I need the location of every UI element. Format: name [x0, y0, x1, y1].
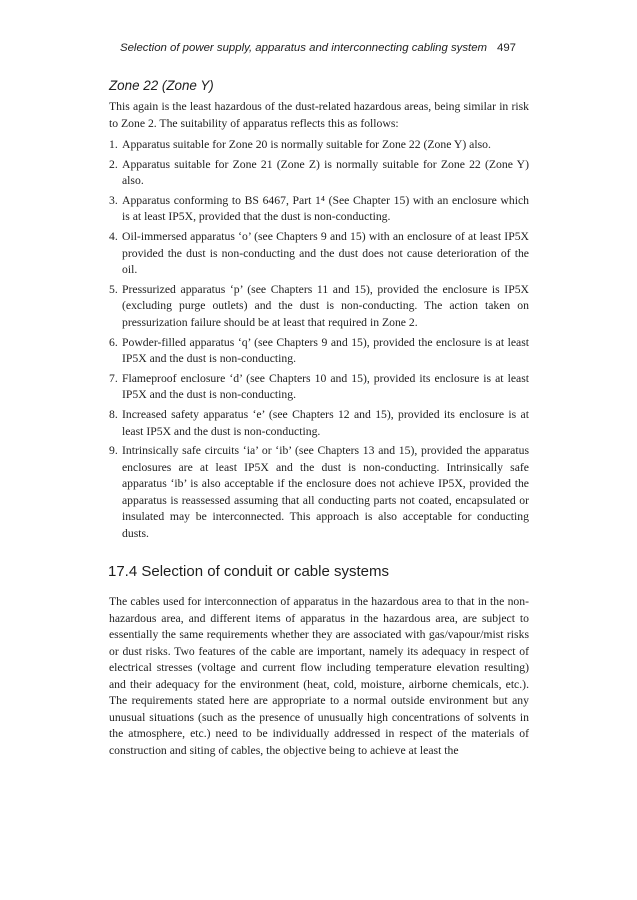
list-item-number: 9.	[109, 444, 118, 458]
list-item-number: 8.	[109, 407, 118, 421]
page-number: 497	[496, 42, 516, 54]
running-title: Selection of power supply, apparatus and interconnecting cabling system	[120, 42, 488, 54]
list-item-number: 6.	[109, 335, 118, 349]
apparatus-list	[109, 137, 529, 546]
section-heading: 17.4 Selection of conduit or cable systems	[108, 563, 389, 580]
list-item-text: Oil-immersed apparatus ‘o’ (see Chapters 9 and 15) with an enclosure of at least IP5X provided the dust is non-conducting and the dust does not cause deterioration of the oil.	[122, 229, 529, 277]
zone-22-intro: This again is the least hazardous of the dust-related hazardous areas, being similar in risk to Zone 2. The suitability of apparatus reflects this as follows:	[109, 100, 529, 130]
running-header	[120, 42, 516, 54]
zone-22-heading: Zone 22 (Zone Y)	[109, 78, 214, 93]
list-item-text: Apparatus suitable for Zone 20 is normally suitable for Zone 22 (Zone Y) also.	[122, 138, 491, 151]
list-item	[109, 443, 529, 543]
list-item	[109, 137, 529, 154]
list-item-text: Powder-filled apparatus ‘q’ (see Chapters 9 and 15), provided the enclosure is at least IP5X and the dust is non-conducting.	[122, 335, 529, 366]
list-item-number: 7.	[109, 371, 118, 385]
list-item	[109, 282, 529, 332]
list-item-text: Apparatus suitable for Zone 21 (Zone Z) is normally suitable for Zone 22 (Zone Y) also.	[122, 157, 529, 188]
list-item-number: 3.	[109, 193, 118, 207]
list-item-text: Flameproof enclosure ‘d’ (see Chapters 10 and 15), provided its enclosure is at least IP5X and the dust is non-conducting.	[122, 371, 529, 402]
list-item	[109, 193, 529, 226]
list-item-number: 1.	[109, 138, 118, 151]
list-item	[109, 229, 529, 279]
list-item	[109, 371, 529, 404]
list-item-text: Pressurized apparatus ‘p’ (see Chapters 11 and 15), provided the enclosure is IP5X (excluding purge outlets) and the dust is non-conducting. The action taken on pressurization failure should be at least that required in Zone 2.	[122, 282, 529, 329]
list-item-number: 5.	[109, 282, 118, 296]
list-item	[109, 407, 529, 440]
list-item	[109, 335, 529, 368]
list-item-number: 4.	[109, 229, 118, 243]
list-item-text: Increased safety apparatus ‘e’ (see Chapters 12 and 15), provided its enclosure is at least IP5X and the dust is non-conducting.	[122, 407, 529, 438]
list-item-text: Apparatus conforming to BS 6467, Part 1⁴ (See Chapter 15) with an enclosure which is at least IP5X, provided that the dust is non-conducting.	[122, 193, 529, 224]
list-item	[109, 157, 529, 190]
list-item-number: 2.	[109, 157, 118, 171]
list-item-text: Intrinsically safe circuits ‘ia’ or ‘ib’ (see Chapters 13 and 15), provided the apparatus enclosures are at least IP5X and the dust is non-conducting. Intrinsically safe apparatus ‘ib’ is also acceptable if the enclosure does not achieve IP5X, provided the apparatus is reassessed assuming that all conducting parts not coated, encapsulated or insulated may be interconnected. This approach is also acceptable for conducting dusts.	[122, 444, 529, 541]
section-paragraph: The cables used for interconnection of apparatus in the hazardous area to that in the non-hazardous area, and different items of apparatus in the hazardous area, are subject to essentially the same requirements whether they are associated with gas/vapour/mist risks or dust risks. Two features of the cable are important, namely its adequacy in respect of electrical stresses (voltage and current flow including temperature elevation resulting) and their adequacy for the environment (heat, cold, moisture, airborne chemicals, etc.). The requirements stated here are appropriate to a normal outside environment but any unusual situations (such as the presence of unusually high concentrations of solvents in the atmosphere, etc.) need to be individually addressed in respect of the materials of construction and siting of cables, the objective being to achieve at least the	[109, 595, 529, 757]
